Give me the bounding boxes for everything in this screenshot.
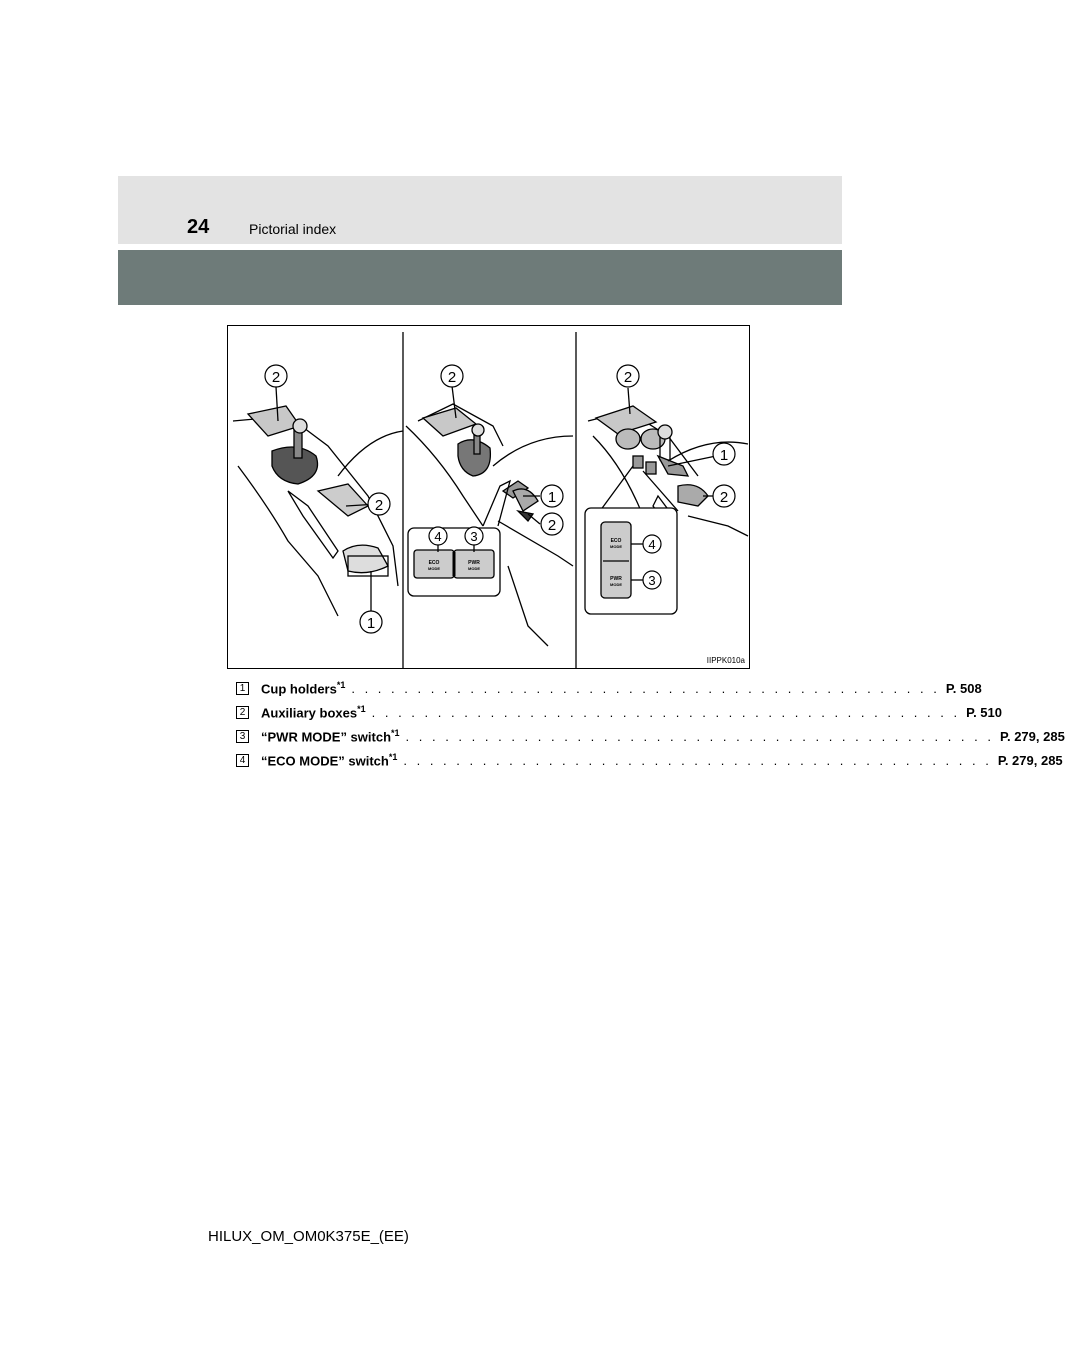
figure-code: IIPPK010a <box>706 656 745 665</box>
callout-p3-c: 4 <box>648 537 656 552</box>
callout-p2-top: 2 <box>447 369 457 386</box>
list-item <box>236 752 1063 776</box>
document-code: HILUX_OM_OM0K375E_(EE) <box>208 1228 409 1245</box>
eco-switch-label-auto: ECO <box>610 538 622 544</box>
section-band <box>118 250 842 305</box>
leader-dots: . . . . . . . . . . . . . . . . . . . . . . . . . . . . . . . . . . . . . . . . . . . . . <box>405 729 994 745</box>
console-illustration <box>227 325 750 669</box>
item-label: Auxiliary boxes$^{*1}$ <box>261 704 366 721</box>
list-item <box>236 728 1065 752</box>
pwr-switch-sublabel-auto: MODE <box>610 582 622 587</box>
list-item <box>236 680 982 704</box>
leader-dots: . . . . . . . . . . . . . . . . . . . . . . . . . . . . . . . . . . . . . . . . . . . . . <box>403 753 992 769</box>
item-number: 3 <box>236 730 249 743</box>
item-label: “ECO MODE” switch$^{*1}$ <box>261 752 398 769</box>
header-band <box>118 176 842 244</box>
pwr-switch-label-auto: PWR <box>610 576 622 582</box>
item-number: 1 <box>236 682 249 695</box>
eco-switch-sublabel: MODE <box>428 566 440 571</box>
leader-dots: . . . . . . . . . . . . . . . . . . . . . . . . . . . . . . . . . . . . . . . . . . . . . <box>351 681 940 697</box>
item-list <box>236 680 1065 776</box>
item-number: 4 <box>236 754 249 767</box>
list-item <box>236 704 1002 728</box>
callout-p3-a: 1 <box>719 447 729 464</box>
console-drawing <box>228 326 751 670</box>
callout-p2-c: 4 <box>434 529 442 544</box>
page-reference[interactable]: P. 279, 285 <box>999 729 1065 745</box>
section-title: Pictorial index <box>249 221 337 237</box>
leader-dots: . . . . . . . . . . . . . . . . . . . . . . . . . . . . . . . . . . . . . . . . . . . . . <box>371 705 961 721</box>
eco-switch-label: ECO <box>428 560 440 566</box>
item-label: “PWR MODE” switch$^{*1}$ <box>261 728 400 745</box>
callout-p3-b: 2 <box>719 489 729 506</box>
callout-p2-a: 1 <box>547 489 557 506</box>
page-number: 24 <box>187 216 210 238</box>
callout-p3-d: 3 <box>648 573 656 588</box>
page-reference[interactable]: P. 508 <box>945 681 982 697</box>
callout-p1-top: 2 <box>271 369 281 386</box>
callout-p2-b: 2 <box>547 517 557 534</box>
pwr-switch-label: PWR <box>468 560 480 566</box>
callout-p2-d: 3 <box>470 529 478 544</box>
pwr-switch-sublabel: MODE <box>468 566 480 571</box>
item-label: Cup holders$^{*1}$ <box>261 680 346 697</box>
eco-switch-sublabel-auto: MODE <box>610 544 622 549</box>
callout-p3-top: 2 <box>623 369 633 386</box>
item-number: 2 <box>236 706 249 719</box>
page-reference[interactable]: P. 510 <box>966 705 1002 721</box>
callout-p1-bottom: 1 <box>366 615 376 632</box>
callout-p1-mid: 2 <box>374 497 384 514</box>
page-reference[interactable]: P. 279, 285 <box>997 753 1063 769</box>
